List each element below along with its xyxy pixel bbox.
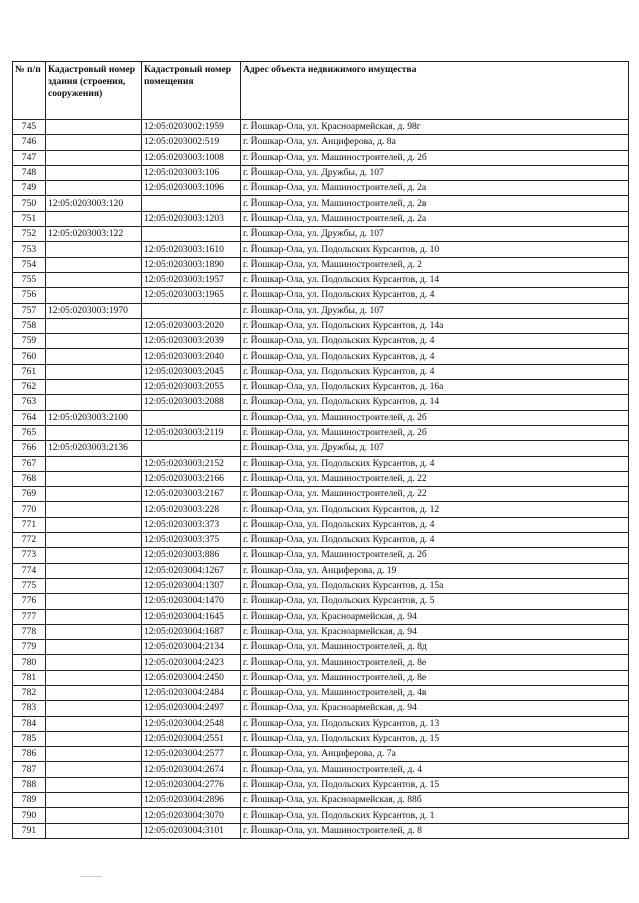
cell-room-cadastral-number: 12:05:0203003:1096 (142, 181, 241, 196)
cell-address: г. Йошкар-Ола, ул. Дружбы, д. 107 (241, 227, 629, 242)
cell-building-cadastral-number (46, 548, 142, 563)
cell-address: г. Йошкар-Ола, ул. Подольских Курсантов, д. 15 (241, 777, 629, 792)
table-row (13, 211, 629, 226)
cell-building-cadastral-number (46, 563, 142, 578)
cell-address: г. Йошкар-Ола, ул. Подольских Курсантов, д. 4 (241, 288, 629, 303)
cell-building-cadastral-number (46, 716, 142, 731)
cell-row-number: 783 (13, 701, 46, 716)
cell-room-cadastral-number: 12:05:0203003:1203 (142, 211, 241, 226)
cell-row-number: 781 (13, 670, 46, 685)
cell-address: г. Йошкар-Ола, ул. Дружбы, д. 107 (241, 441, 629, 456)
table-row (13, 487, 629, 502)
table-row (13, 380, 629, 395)
header-property-address: Адрес объекта недвижимого имущества (241, 62, 629, 120)
cell-building-cadastral-number (46, 318, 142, 333)
cell-address: г. Йошкар-Ола, ул. Машиностроителей, д. 8 (241, 823, 629, 838)
cell-room-cadastral-number: 12:05:0203004:2577 (142, 747, 241, 762)
cell-room-cadastral-number: 12:05:0203002:1959 (142, 120, 241, 135)
cell-room-cadastral-number: 12:05:0203003:2045 (142, 364, 241, 379)
cell-address: г. Йошкар-Ола, ул. Подольских Курсантов, д. 4 (241, 334, 629, 349)
cell-building-cadastral-number (46, 747, 142, 762)
cell-address: г. Йошкар-Ола, ул. Подольских Курсантов, д. 4 (241, 517, 629, 532)
table-row (13, 517, 629, 532)
cell-building-cadastral-number (46, 609, 142, 624)
cell-building-cadastral-number (46, 425, 142, 440)
cell-building-cadastral-number (46, 150, 142, 165)
cell-address: г. Йошкар-Ола, ул. Машиностроителей, д. 2б (241, 425, 629, 440)
table-row (13, 288, 629, 303)
cell-room-cadastral-number: 12:05:0203004:2134 (142, 640, 241, 655)
cell-address: г. Йошкар-Ола, ул. Подольских Курсантов, д. 14 (241, 395, 629, 410)
header-building-cadastral-number: Кадастровый номер здания (строения, сооружения) (46, 62, 142, 120)
cell-building-cadastral-number (46, 808, 142, 823)
scan-artifact (80, 876, 102, 877)
cell-row-number: 766 (13, 441, 46, 456)
cell-address: г. Йошкар-Ола, ул. Машиностроителей, д. 8е (241, 655, 629, 670)
cell-building-cadastral-number (46, 364, 142, 379)
cell-row-number: 791 (13, 823, 46, 838)
cell-row-number: 747 (13, 150, 46, 165)
cell-row-number: 759 (13, 334, 46, 349)
table-row (13, 441, 629, 456)
cell-building-cadastral-number (46, 487, 142, 502)
cell-building-cadastral-number (46, 272, 142, 287)
cell-room-cadastral-number: 12:05:0203004:1307 (142, 578, 241, 593)
cell-row-number: 770 (13, 502, 46, 517)
cell-row-number: 750 (13, 196, 46, 211)
cell-building-cadastral-number (46, 288, 142, 303)
cell-row-number: 761 (13, 364, 46, 379)
cell-address: г. Йошкар-Ола, ул. Подольских Курсантов, д. 4 (241, 349, 629, 364)
table-row (13, 655, 629, 670)
cell-row-number: 789 (13, 793, 46, 808)
cell-address: г. Йошкар-Ола, ул. Подольских Курсантов, д. 1 (241, 808, 629, 823)
cell-address: г. Йошкар-Ола, ул. Машиностроителей, д. 8д (241, 640, 629, 655)
cell-row-number: 764 (13, 410, 46, 425)
cell-address: г. Йошкар-Ола, ул. Подольских Курсантов, д. 14а (241, 318, 629, 333)
cell-address: г. Йошкар-Ола, ул. Анциферова, д. 7а (241, 747, 629, 762)
cell-building-cadastral-number (46, 120, 142, 135)
cell-address: г. Йошкар-Ола, ул. Дружбы, д. 107 (241, 165, 629, 180)
cell-building-cadastral-number (46, 655, 142, 670)
cell-address: г. Йошкар-Ола, ул. Машиностроителей, д. 2в (241, 196, 629, 211)
cell-row-number: 788 (13, 777, 46, 792)
cell-row-number: 772 (13, 533, 46, 548)
cell-building-cadastral-number (46, 135, 142, 150)
cell-room-cadastral-number: 12:05:0203003:1008 (142, 150, 241, 165)
cell-address: г. Йошкар-Ола, ул. Дружбы, д. 107 (241, 303, 629, 318)
cell-room-cadastral-number: 12:05:0203004:2484 (142, 685, 241, 700)
cell-room-cadastral-number: 12:05:0203003:2039 (142, 334, 241, 349)
cell-room-cadastral-number: 12:05:0203003:2020 (142, 318, 241, 333)
table-row (13, 165, 629, 180)
table-row (13, 762, 629, 777)
cell-room-cadastral-number: 12:05:0203004:3101 (142, 823, 241, 838)
cell-building-cadastral-number: 12:05:0203003:2136 (46, 441, 142, 456)
cell-room-cadastral-number: 12:05:0203003:106 (142, 165, 241, 180)
cell-address: г. Йошкар-Ола, ул. Машиностроителей, д. 2 (241, 257, 629, 272)
cell-room-cadastral-number: 12:05:0203003:2166 (142, 471, 241, 486)
cell-row-number: 787 (13, 762, 46, 777)
cell-row-number: 760 (13, 349, 46, 364)
cell-row-number: 776 (13, 594, 46, 609)
table-row (13, 563, 629, 578)
table-row (13, 502, 629, 517)
cell-building-cadastral-number (46, 395, 142, 410)
table-row (13, 120, 629, 135)
cell-row-number: 748 (13, 165, 46, 180)
table-row (13, 242, 629, 257)
cell-address: г. Йошкар-Ола, ул. Подольских Курсантов, д. 4 (241, 364, 629, 379)
cell-row-number: 790 (13, 808, 46, 823)
cell-row-number: 779 (13, 640, 46, 655)
table-row (13, 716, 629, 731)
cell-row-number: 786 (13, 747, 46, 762)
cell-row-number: 773 (13, 548, 46, 563)
cell-address: г. Йошкар-Ола, ул. Машиностроителей, д. 22 (241, 471, 629, 486)
cell-building-cadastral-number (46, 471, 142, 486)
table-row (13, 533, 629, 548)
cell-address: г. Йошкар-Ола, ул. Подольских Курсантов, д. 16а (241, 380, 629, 395)
cell-room-cadastral-number: 12:05:0203003:2152 (142, 456, 241, 471)
cell-room-cadastral-number: 12:05:0203003:2055 (142, 380, 241, 395)
cell-room-cadastral-number (142, 227, 241, 242)
table-header-row (13, 62, 629, 120)
cell-row-number: 784 (13, 716, 46, 731)
cell-row-number: 778 (13, 624, 46, 639)
cell-building-cadastral-number: 12:05:0203003:1970 (46, 303, 142, 318)
cell-row-number: 785 (13, 731, 46, 746)
table-row (13, 181, 629, 196)
table-row (13, 303, 629, 318)
cell-building-cadastral-number (46, 640, 142, 655)
cell-room-cadastral-number (142, 410, 241, 425)
cell-address: г. Йошкар-Ола, ул. Анциферова, д. 19 (241, 563, 629, 578)
cell-row-number: 775 (13, 578, 46, 593)
cell-building-cadastral-number (46, 793, 142, 808)
cell-building-cadastral-number: 12:05:0203003:122 (46, 227, 142, 242)
table-row (13, 793, 629, 808)
table-row (13, 318, 629, 333)
cell-row-number: 771 (13, 517, 46, 532)
cell-address: г. Йошкар-Ола, ул. Красноармейская, д. 98г (241, 120, 629, 135)
cell-address: г. Йошкар-Ола, ул. Машиностроителей, д. 8е (241, 670, 629, 685)
cell-building-cadastral-number (46, 823, 142, 838)
cell-address: г. Йошкар-Ола, ул. Машиностроителей, д. 2а (241, 181, 629, 196)
cell-row-number: 751 (13, 211, 46, 226)
table-row (13, 425, 629, 440)
cell-row-number: 780 (13, 655, 46, 670)
table-row (13, 334, 629, 349)
cell-building-cadastral-number (46, 502, 142, 517)
cell-address: г. Йошкар-Ола, ул. Красноармейская, д. 94 (241, 624, 629, 639)
table-row (13, 609, 629, 624)
table-row (13, 777, 629, 792)
cell-row-number: 749 (13, 181, 46, 196)
cell-row-number: 755 (13, 272, 46, 287)
cell-address: г. Йошкар-Ола, ул. Анциферова, д. 8а (241, 135, 629, 150)
cell-room-cadastral-number: 12:05:0203003:2167 (142, 487, 241, 502)
table-row (13, 410, 629, 425)
cell-row-number: 746 (13, 135, 46, 150)
cell-address: г. Йошкар-Ола, ул. Подольских Курсантов, д. 15а (241, 578, 629, 593)
cell-room-cadastral-number (142, 441, 241, 456)
cell-address: г. Йошкар-Ола, ул. Подольских Курсантов, д. 12 (241, 502, 629, 517)
cell-building-cadastral-number (46, 624, 142, 639)
cell-row-number: 767 (13, 456, 46, 471)
cell-building-cadastral-number (46, 242, 142, 257)
cell-room-cadastral-number: 12:05:0203003:375 (142, 533, 241, 548)
cell-building-cadastral-number (46, 578, 142, 593)
cell-building-cadastral-number (46, 181, 142, 196)
cell-room-cadastral-number: 12:05:0203004:1470 (142, 594, 241, 609)
cell-row-number: 758 (13, 318, 46, 333)
header-room-cadastral-number: Кадастровый номер помещения (142, 62, 241, 120)
cell-room-cadastral-number: 12:05:0203003:886 (142, 548, 241, 563)
table-row (13, 456, 629, 471)
cell-row-number: 745 (13, 120, 46, 135)
cell-row-number: 752 (13, 227, 46, 242)
cell-building-cadastral-number: 12:05:0203003:120 (46, 196, 142, 211)
cell-room-cadastral-number: 12:05:0203003:1957 (142, 272, 241, 287)
cell-row-number: 765 (13, 425, 46, 440)
cell-room-cadastral-number: 12:05:0203004:2497 (142, 701, 241, 716)
cell-room-cadastral-number: 12:05:0203004:1267 (142, 563, 241, 578)
table-row (13, 701, 629, 716)
cell-room-cadastral-number: 12:05:0203004:2423 (142, 655, 241, 670)
cell-building-cadastral-number (46, 517, 142, 532)
cell-room-cadastral-number: 12:05:0203003:2088 (142, 395, 241, 410)
cell-row-number: 769 (13, 487, 46, 502)
table-row (13, 640, 629, 655)
cell-room-cadastral-number: 12:05:0203003:1965 (142, 288, 241, 303)
cell-row-number: 768 (13, 471, 46, 486)
cell-building-cadastral-number (46, 380, 142, 395)
table-row (13, 349, 629, 364)
cell-address: г. Йошкар-Ола, ул. Подольских Курсантов, д. 14 (241, 272, 629, 287)
cell-address: г. Йошкар-Ола, ул. Подольских Курсантов, д. 4 (241, 456, 629, 471)
table-row (13, 808, 629, 823)
table-body (13, 120, 629, 839)
table-row (13, 395, 629, 410)
cell-row-number: 757 (13, 303, 46, 318)
table-row (13, 150, 629, 165)
cell-room-cadastral-number: 12:05:0203004:1687 (142, 624, 241, 639)
table-row (13, 578, 629, 593)
cell-building-cadastral-number (46, 456, 142, 471)
table-row (13, 823, 629, 838)
cell-address: г. Йошкар-Ола, ул. Машиностроителей, д. 2б (241, 150, 629, 165)
cell-room-cadastral-number: 12:05:0203003:1890 (142, 257, 241, 272)
cell-row-number: 754 (13, 257, 46, 272)
table-row (13, 257, 629, 272)
cell-room-cadastral-number: 12:05:0203004:2450 (142, 670, 241, 685)
cell-address: г. Йошкар-Ола, ул. Красноармейская, д. 94 (241, 609, 629, 624)
cell-row-number: 777 (13, 609, 46, 624)
cell-address: г. Йошкар-Ола, ул. Машиностроителей, д. 22 (241, 487, 629, 502)
cell-building-cadastral-number (46, 349, 142, 364)
cell-room-cadastral-number (142, 196, 241, 211)
table-row (13, 196, 629, 211)
cell-address: г. Йошкар-Ола, ул. Подольских Курсантов, д. 5 (241, 594, 629, 609)
cell-address: г. Йошкар-Ола, ул. Машиностроителей, д. 4 (241, 762, 629, 777)
cell-address: г. Йошкар-Ола, ул. Машиностроителей, д. 4в (241, 685, 629, 700)
cell-row-number: 762 (13, 380, 46, 395)
cell-room-cadastral-number: 12:05:0203004:2548 (142, 716, 241, 731)
cell-room-cadastral-number: 12:05:0203004:1645 (142, 609, 241, 624)
property-registry-table (12, 61, 629, 839)
cell-building-cadastral-number (46, 533, 142, 548)
cell-row-number: 763 (13, 395, 46, 410)
table-row (13, 227, 629, 242)
table-row (13, 594, 629, 609)
cell-address: г. Йошкар-Ола, ул. Машиностроителей, д. 2б (241, 410, 629, 425)
table-row (13, 747, 629, 762)
cell-row-number: 756 (13, 288, 46, 303)
cell-address: г. Йошкар-Ола, ул. Машиностроителей, д. 2а (241, 211, 629, 226)
cell-address: г. Йошкар-Ола, ул. Подольских Курсантов, д. 13 (241, 716, 629, 731)
table-row (13, 135, 629, 150)
cell-address: г. Йошкар-Ола, ул. Красноармейская, д. 88б (241, 793, 629, 808)
cell-room-cadastral-number: 12:05:0203004:2776 (142, 777, 241, 792)
table-row (13, 670, 629, 685)
cell-building-cadastral-number: 12:05:0203003:2100 (46, 410, 142, 425)
cell-building-cadastral-number (46, 670, 142, 685)
cell-address: г. Йошкар-Ола, ул. Машиностроителей, д. 2б (241, 548, 629, 563)
table-row (13, 548, 629, 563)
cell-building-cadastral-number (46, 165, 142, 180)
cell-room-cadastral-number (142, 303, 241, 318)
table-row (13, 731, 629, 746)
cell-building-cadastral-number (46, 701, 142, 716)
cell-address: г. Йошкар-Ола, ул. Подольских Курсантов, д. 4 (241, 533, 629, 548)
cell-room-cadastral-number: 12:05:0203004:2551 (142, 731, 241, 746)
cell-row-number: 753 (13, 242, 46, 257)
cell-row-number: 782 (13, 685, 46, 700)
cell-row-number: 774 (13, 563, 46, 578)
cell-room-cadastral-number: 12:05:0203003:373 (142, 517, 241, 532)
cell-building-cadastral-number (46, 211, 142, 226)
cell-room-cadastral-number: 12:05:0203003:228 (142, 502, 241, 517)
cell-address: г. Йошкар-Ола, ул. Подольских Курсантов, д. 15 (241, 731, 629, 746)
cell-room-cadastral-number: 12:05:0203003:1610 (142, 242, 241, 257)
cell-room-cadastral-number: 12:05:0203003:2119 (142, 425, 241, 440)
cell-room-cadastral-number: 12:05:0203004:2896 (142, 793, 241, 808)
cell-address: г. Йошкар-Ола, ул. Красноармейская, д. 94 (241, 701, 629, 716)
table-row (13, 272, 629, 287)
cell-building-cadastral-number (46, 257, 142, 272)
cell-building-cadastral-number (46, 334, 142, 349)
cell-address: г. Йошкар-Ола, ул. Подольских Курсантов, д. 10 (241, 242, 629, 257)
cell-building-cadastral-number (46, 777, 142, 792)
table-row (13, 624, 629, 639)
table-row (13, 685, 629, 700)
cell-building-cadastral-number (46, 731, 142, 746)
cell-room-cadastral-number: 12:05:0203002:519 (142, 135, 241, 150)
table-row (13, 364, 629, 379)
table-row (13, 471, 629, 486)
cell-room-cadastral-number: 12:05:0203004:3070 (142, 808, 241, 823)
cell-building-cadastral-number (46, 685, 142, 700)
cell-building-cadastral-number (46, 762, 142, 777)
cell-room-cadastral-number: 12:05:0203003:2040 (142, 349, 241, 364)
cell-building-cadastral-number (46, 594, 142, 609)
header-row-number: № п/п (13, 62, 46, 120)
cell-room-cadastral-number: 12:05:0203004:2674 (142, 762, 241, 777)
